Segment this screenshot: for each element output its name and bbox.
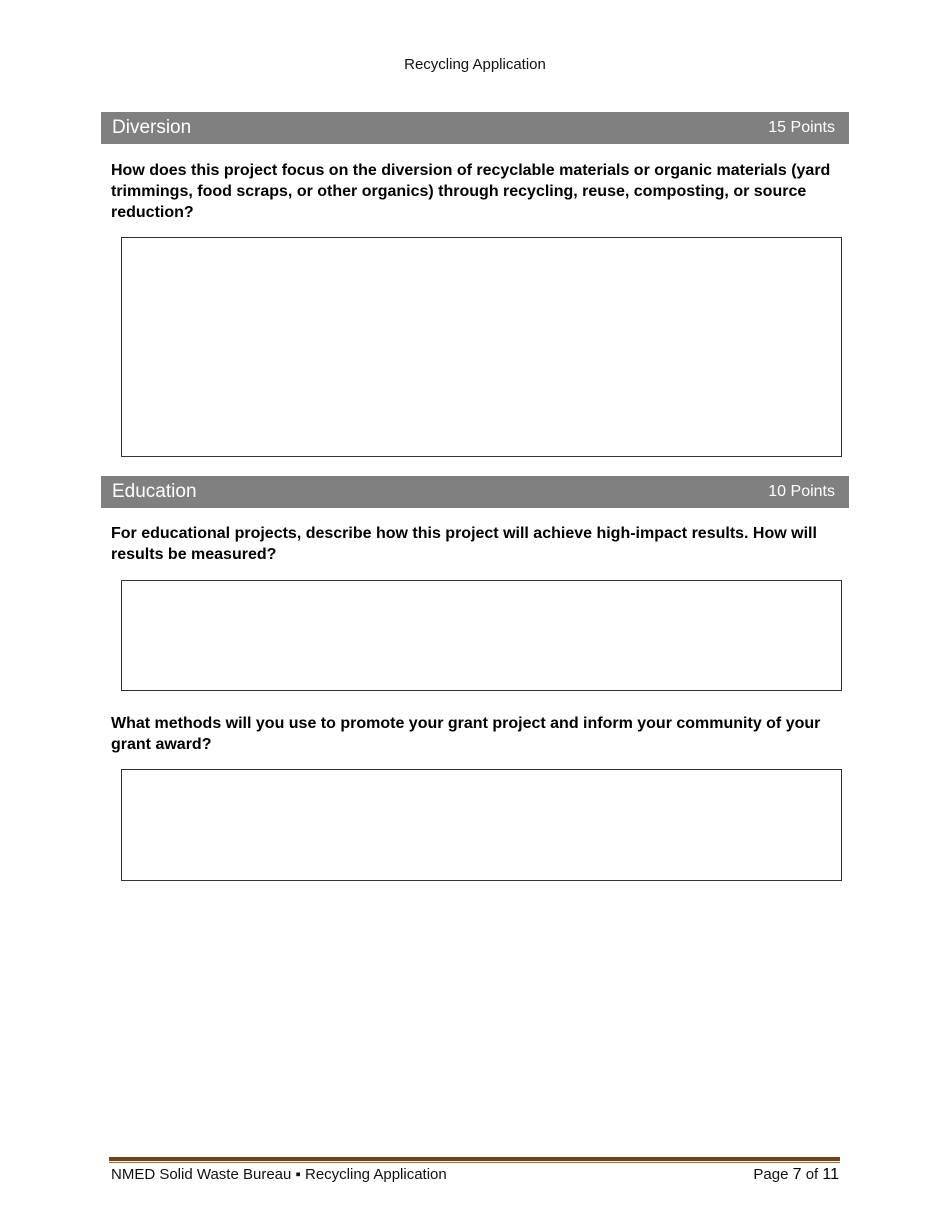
page-of: of [805,1166,819,1183]
footer-title: NMED Solid Waste Bureau ▪ Recycling Application [111,1166,447,1183]
page-current: 7 [792,1166,802,1183]
answer-field-education-promotion[interactable] [121,769,842,881]
page-label: Page [753,1166,789,1183]
section-bar-education [101,476,849,508]
page-header: Recycling Application [404,56,546,73]
section-bar-diversion [101,112,849,144]
page-total: 11 [822,1166,839,1183]
section-title: Diversion [112,117,192,138]
page-number [753,1166,839,1184]
answer-field-diversion[interactable] [121,237,842,457]
answer-field-education-results[interactable] [121,580,842,691]
section-points: 10 Points [768,483,835,500]
question-education-results: For educational projects, describe how this project will achieve high-impact results. How will results be measured? [111,525,817,563]
section-points: 15 Points [768,119,835,136]
question-education-promotion: What methods will you use to promote your grant project and inform your community of your grant award? [111,715,821,753]
footer-divider-thin [109,1162,840,1163]
section-title: Education [112,481,197,502]
footer-divider [109,1157,840,1161]
question-diversion: How does this project focus on the diversion of recyclable materials or organic materials (yard trimmings, food scraps, or other organics) through recycling, reuse, composting, or source reduction? [111,162,831,221]
